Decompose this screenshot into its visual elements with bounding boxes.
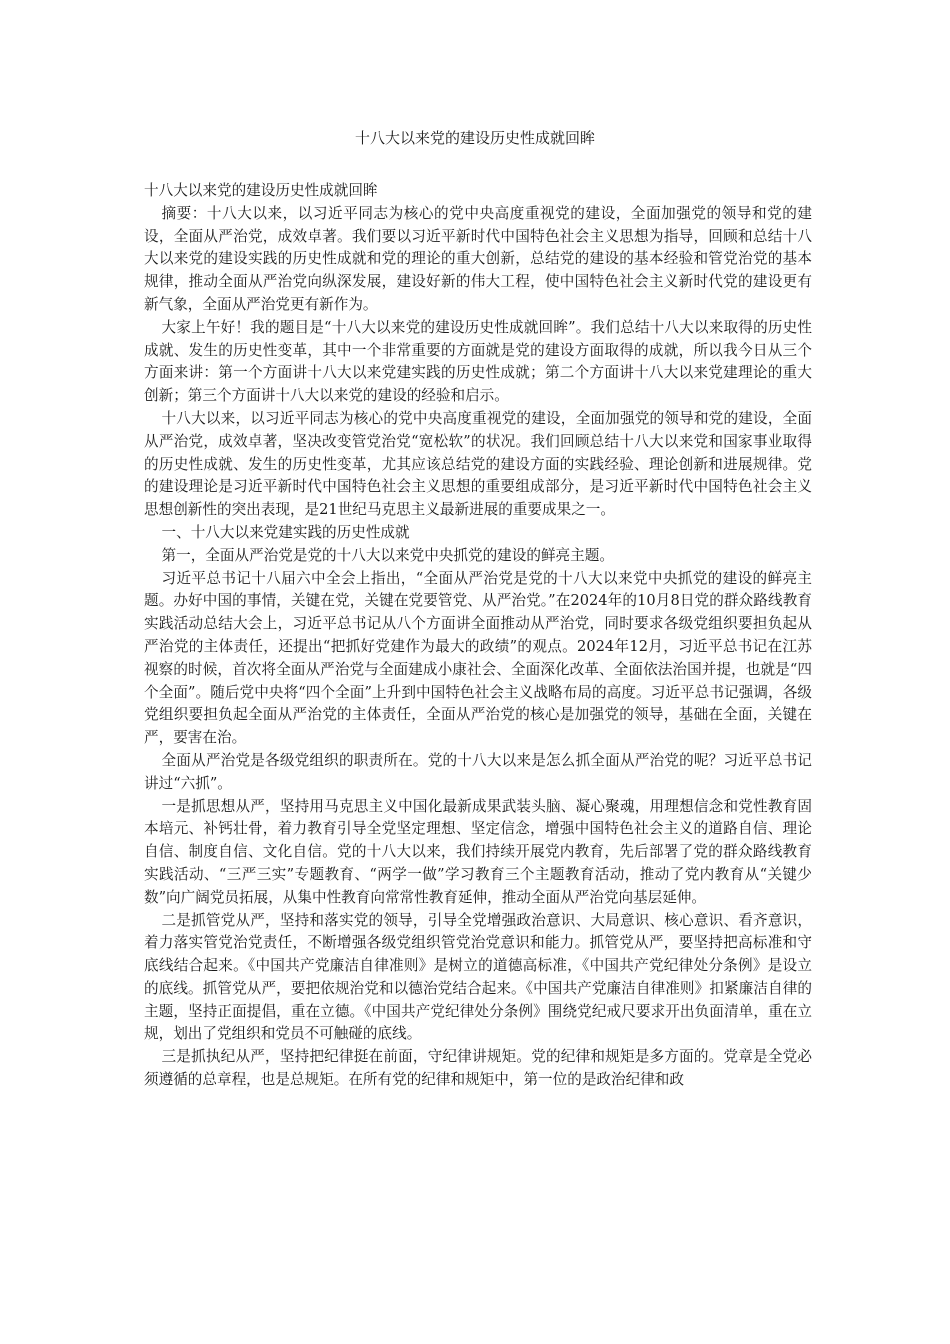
- section-heading: 一、十八大以来党建实践的历史性成就: [161, 523, 410, 541]
- body-paragraph: 一是抓思想从严，坚持用马克思主义中国化最新成果武装头脑、凝心聚魂，用理想信念和党性教育固本培元、补钙壮骨，着力教育引导全党坚定理想、坚定信念，增强中国特色社会主义的道路自信、理论自信、制度自信、文化自信。党的十八大以来，我们持续开展党内教育，先后部署了党的群众路线教育实践活动、“三严三实”专题教育、“两学一做”学习教育三个主题教育活动，推动了党内教育从“关键少数”向广阔党员拓展，从集中性教育向常常性教育延伸，推动全面从严治党向基层延伸。: [144, 797, 812, 906]
- page-title: 十八大以来党的建设历史性成就回眸: [354, 129, 595, 147]
- body-paragraph: 二是抓管党从严，坚持和落实党的领导，引导全党增强政治意识、大局意识、核心意识、看齐意识，着力落实管党治党责任，不断增强各级党组织管党治党意识和能力。抓管党从严，要坚持把高标准和守底线结合起来。《中国共产党廉洁自律准则》是树立的道德高标准，《中国共产党纪律处分条例》是设立的底线。抓管党从严，要把依规治党和以德治党结合起来。《中国共产党廉洁自律准则》扣紧廉洁自律的主题，坚持正面提倡，重在立德。《中国共产党纪律处分条例》围绕党纪戒尺要求开出负面清单，重在立规，划出了党组织和党员不可触碰的底线。: [144, 911, 812, 1043]
- body-paragraph: 第一，全面从严治党是党的十八大以来党中央抓党的建设的鲜亮主题。: [161, 546, 614, 564]
- intro-paragraph: 大家上午好！我的题目是“十八大以来党的建设历史性成就回眸”。我们总结十八大以来取得的历史性成就、发生的历史性变革，其中一个非常重要的方面就是党的建设方面取得的成就，所以我今日从三个方面来讲：第一个方面讲十八大以来党建实践的历史性成就；第二个方面讲十八大以来党建理论的重大创新；第三个方面讲十八大以来党的建设的经验和启示。: [144, 318, 812, 405]
- body-paragraph: 十八大以来，以习近平同志为核心的党中央高度重视党的建设，全面加强党的领导和党的建设，全面从严治党，成效卓著，坚决改变管党治党“宽松软”的状况。我们回顾总结十八大以来党和国家事业取得的历史性成就、发生的历史性变革，尤其应该总结党的建设方面的实践经验、理论创新和进展规律。党的建设理论是习近平新时代中国特色社会主义思想的重要组成部分，是习近平新时代中国特色社会主义思想创新性的突出表现，是21世纪马克思主义最新进展的重要成果之一。: [144, 409, 812, 519]
- document-body: [144, 180, 812, 1092]
- document-subtitle: 十八大以来党的建设历史性成就回眸: [144, 182, 378, 199]
- body-paragraph: 三是抓执纪从严，坚持把纪律挺在前面，守纪律讲规矩。党的纪律和规矩是多方面的。党章是全党必须遵循的总章程，也是总规矩。在所有党的纪律和规矩中，第一位的是政治纪律和政: [144, 1048, 812, 1089]
- body-paragraph: 全面从严治党是各级党组织的职责所在。党的十八大以来是怎么抓全面从严治党的呢？习近平总书记讲过“六抓”。: [144, 751, 812, 792]
- abstract-paragraph: 摘要：十八大以来，以习近平同志为核心的党中央高度重视党的建设，全面加强党的领导和党的建设，全面从严治党，成效卓著。我们要以习近平新时代中国特色社会主义思想为指导，回顾和总结十八大以来党的建设实践的历史性成就和党的理论的重大创新，总结党的建设的基本经验和管党治党的基本规律，推动全面从严治党向纵深发展，建设好新的伟大工程，使中国特色社会主义新时代党的建设更有新气象，全面从严治党更有新作为。: [144, 204, 812, 313]
- body-paragraph: 习近平总书记十八届六中全会上指出，“全面从严治党是党的十八大以来党中央抓党的建设的鲜亮主题。办好中国的事情，关键在党，关键在党要管党、从严治党。”在2024年的10月8日党的群众路线教育实践活动总结大会上，习近平总书记从八个方面讲全面推动从严治党，同时要求各级党组织要担负起从严治党的主体责任，还提出“把抓好党建作为最大的政绩”的观点。2024年12月，习近平总书记在江苏视察的时候，首次将全面从严治党与全面建成小康社会、全面深化改革、全面依法治国并提，也就是“四个全面”。随后党中央将“四个全面”上升到中国特色社会主义战略布局的高度。习近平总书记强调，各级党组织要担负起全面从严治党的主体责任，全面从严治党的核心是加强党的领导，基础在全面，关键在严，要害在治。: [144, 569, 812, 747]
